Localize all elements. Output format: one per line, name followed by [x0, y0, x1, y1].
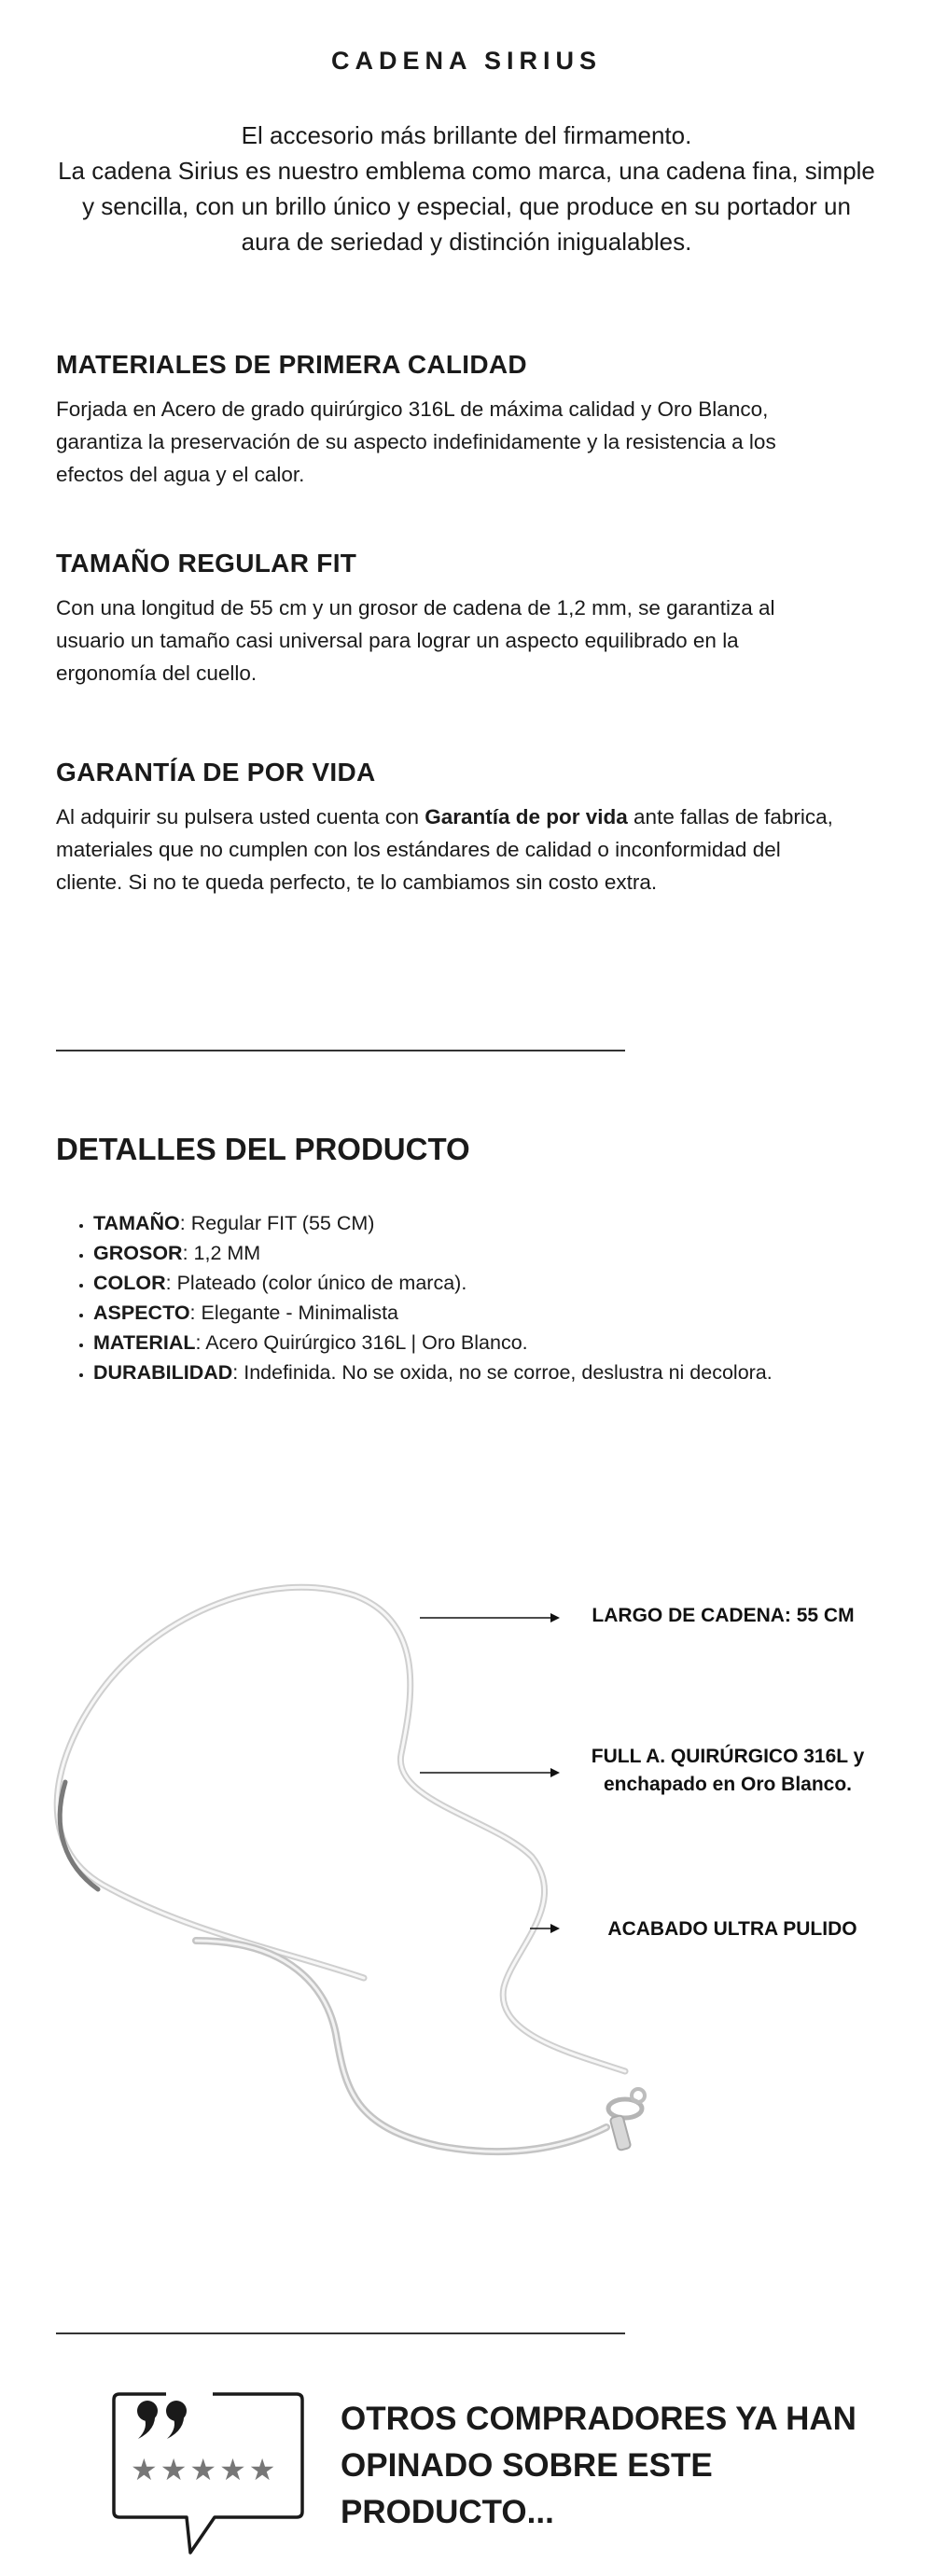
section-heading: TAMAÑO REGULAR FIT: [56, 549, 357, 578]
section-materials: [56, 350, 840, 491]
list-item: [93, 1238, 840, 1268]
page-title: CADENA SIRIUS: [330, 47, 603, 75]
warranty-text: Al adquirir su pulsera usted cuenta con: [56, 805, 425, 828]
chain-shadow: [60, 1782, 98, 1889]
detail-key: DURABILIDAD: [93, 1361, 233, 1384]
quote-icon: [137, 2401, 187, 2439]
warranty-text: ante fallas de fabrica, materiales que no cumplen con los estándares de calidad o inconformidad del cliente. Si no te queda perfecto, te lo cambiamos sin costo extra.: [56, 805, 833, 894]
list-item: [93, 1208, 840, 1238]
detail-key: GROSOR: [93, 1242, 183, 1264]
intro-tagline: El accesorio más brillante del firmamento.: [241, 121, 692, 149]
divider: [56, 2332, 625, 2334]
callout-material: [564, 1743, 891, 1799]
star-rating: ★★★★★: [131, 2452, 279, 2487]
intro-text: [56, 118, 877, 259]
arrow-icon: [420, 1768, 560, 1777]
callout-arrows: [411, 1595, 569, 1987]
list-item: [93, 1358, 840, 1387]
detail-key: COLOR: [93, 1272, 166, 1294]
section-body: Forjada en Acero de grado quirúrgico 316L de máxima calidad y Oro Blanco, garantiza la preservación de su aspecto indefinidamente y la resistencia a los efectos del agua y el calor.: [56, 397, 776, 486]
warranty-highlight: Garantía de por vida: [425, 805, 628, 828]
list-item: [93, 1298, 840, 1328]
detail-value: : Plateado (color único de marca).: [165, 1272, 467, 1294]
chain-clasp: [608, 2089, 645, 2151]
detail-value: : Elegante - Minimalista: [189, 1302, 398, 1324]
review-badge: [110, 2385, 325, 2571]
callout-material-line: enchapado en Oro Blanco.: [603, 1774, 853, 1795]
detail-key: ASPECTO: [93, 1302, 190, 1324]
list-item: [93, 1328, 840, 1358]
callout-finish: ACABADO ULTRA PULIDO: [607, 1918, 857, 1940]
detail-value: : 1,2 MM: [182, 1242, 261, 1264]
section-heading: GARANTÍA DE POR VIDA: [56, 758, 376, 787]
arrow-icon: [420, 1613, 560, 1622]
callout-length: LARGO DE CADENA: 55 CM: [592, 1605, 855, 1626]
detail-value: : Indefinida. No se oxida, no se corroe, deslustra ni decolora.: [232, 1361, 773, 1384]
details-heading: DETALLES DEL PRODUCTO: [56, 1132, 470, 1166]
section-warranty: [56, 758, 840, 898]
arrow-icon: [530, 1924, 560, 1933]
section-heading: MATERIALES DE PRIMERA CALIDAD: [56, 350, 527, 379]
detail-key: TAMAÑO: [93, 1212, 180, 1234]
intro-description: La cadena Sirius es nuestro emblema como marca, una cadena fina, simple y sencilla, con un brillo único y especial, que produce en su portador un aura de seriedad y distinción inigualables.: [58, 157, 875, 256]
detail-value: : Regular FIT (55 CM): [179, 1212, 375, 1234]
divider: [56, 1050, 625, 1051]
detail-value: : Acero Quirúrgico 316L | Oro Blanco.: [195, 1331, 528, 1354]
details-list: [56, 1208, 840, 1387]
section-body: [56, 801, 840, 898]
reviews-heading: OTROS COMPRADORES YA HAN OPINADO SOBRE ESTE PRODUCTO...: [341, 2401, 856, 2530]
detail-key: MATERIAL: [93, 1331, 196, 1354]
list-item: [93, 1268, 840, 1298]
section-body: Con una longitud de 55 cm y un grosor de cadena de 1,2 mm, se garantiza al usuario un tamaño casi universal para lograr un aspecto equilibrado en la ergonomía del cuello.: [56, 596, 775, 685]
section-size: [56, 549, 840, 689]
callout-material-line: FULL A. QUIRÚRGICO 316L y: [591, 1746, 865, 1767]
